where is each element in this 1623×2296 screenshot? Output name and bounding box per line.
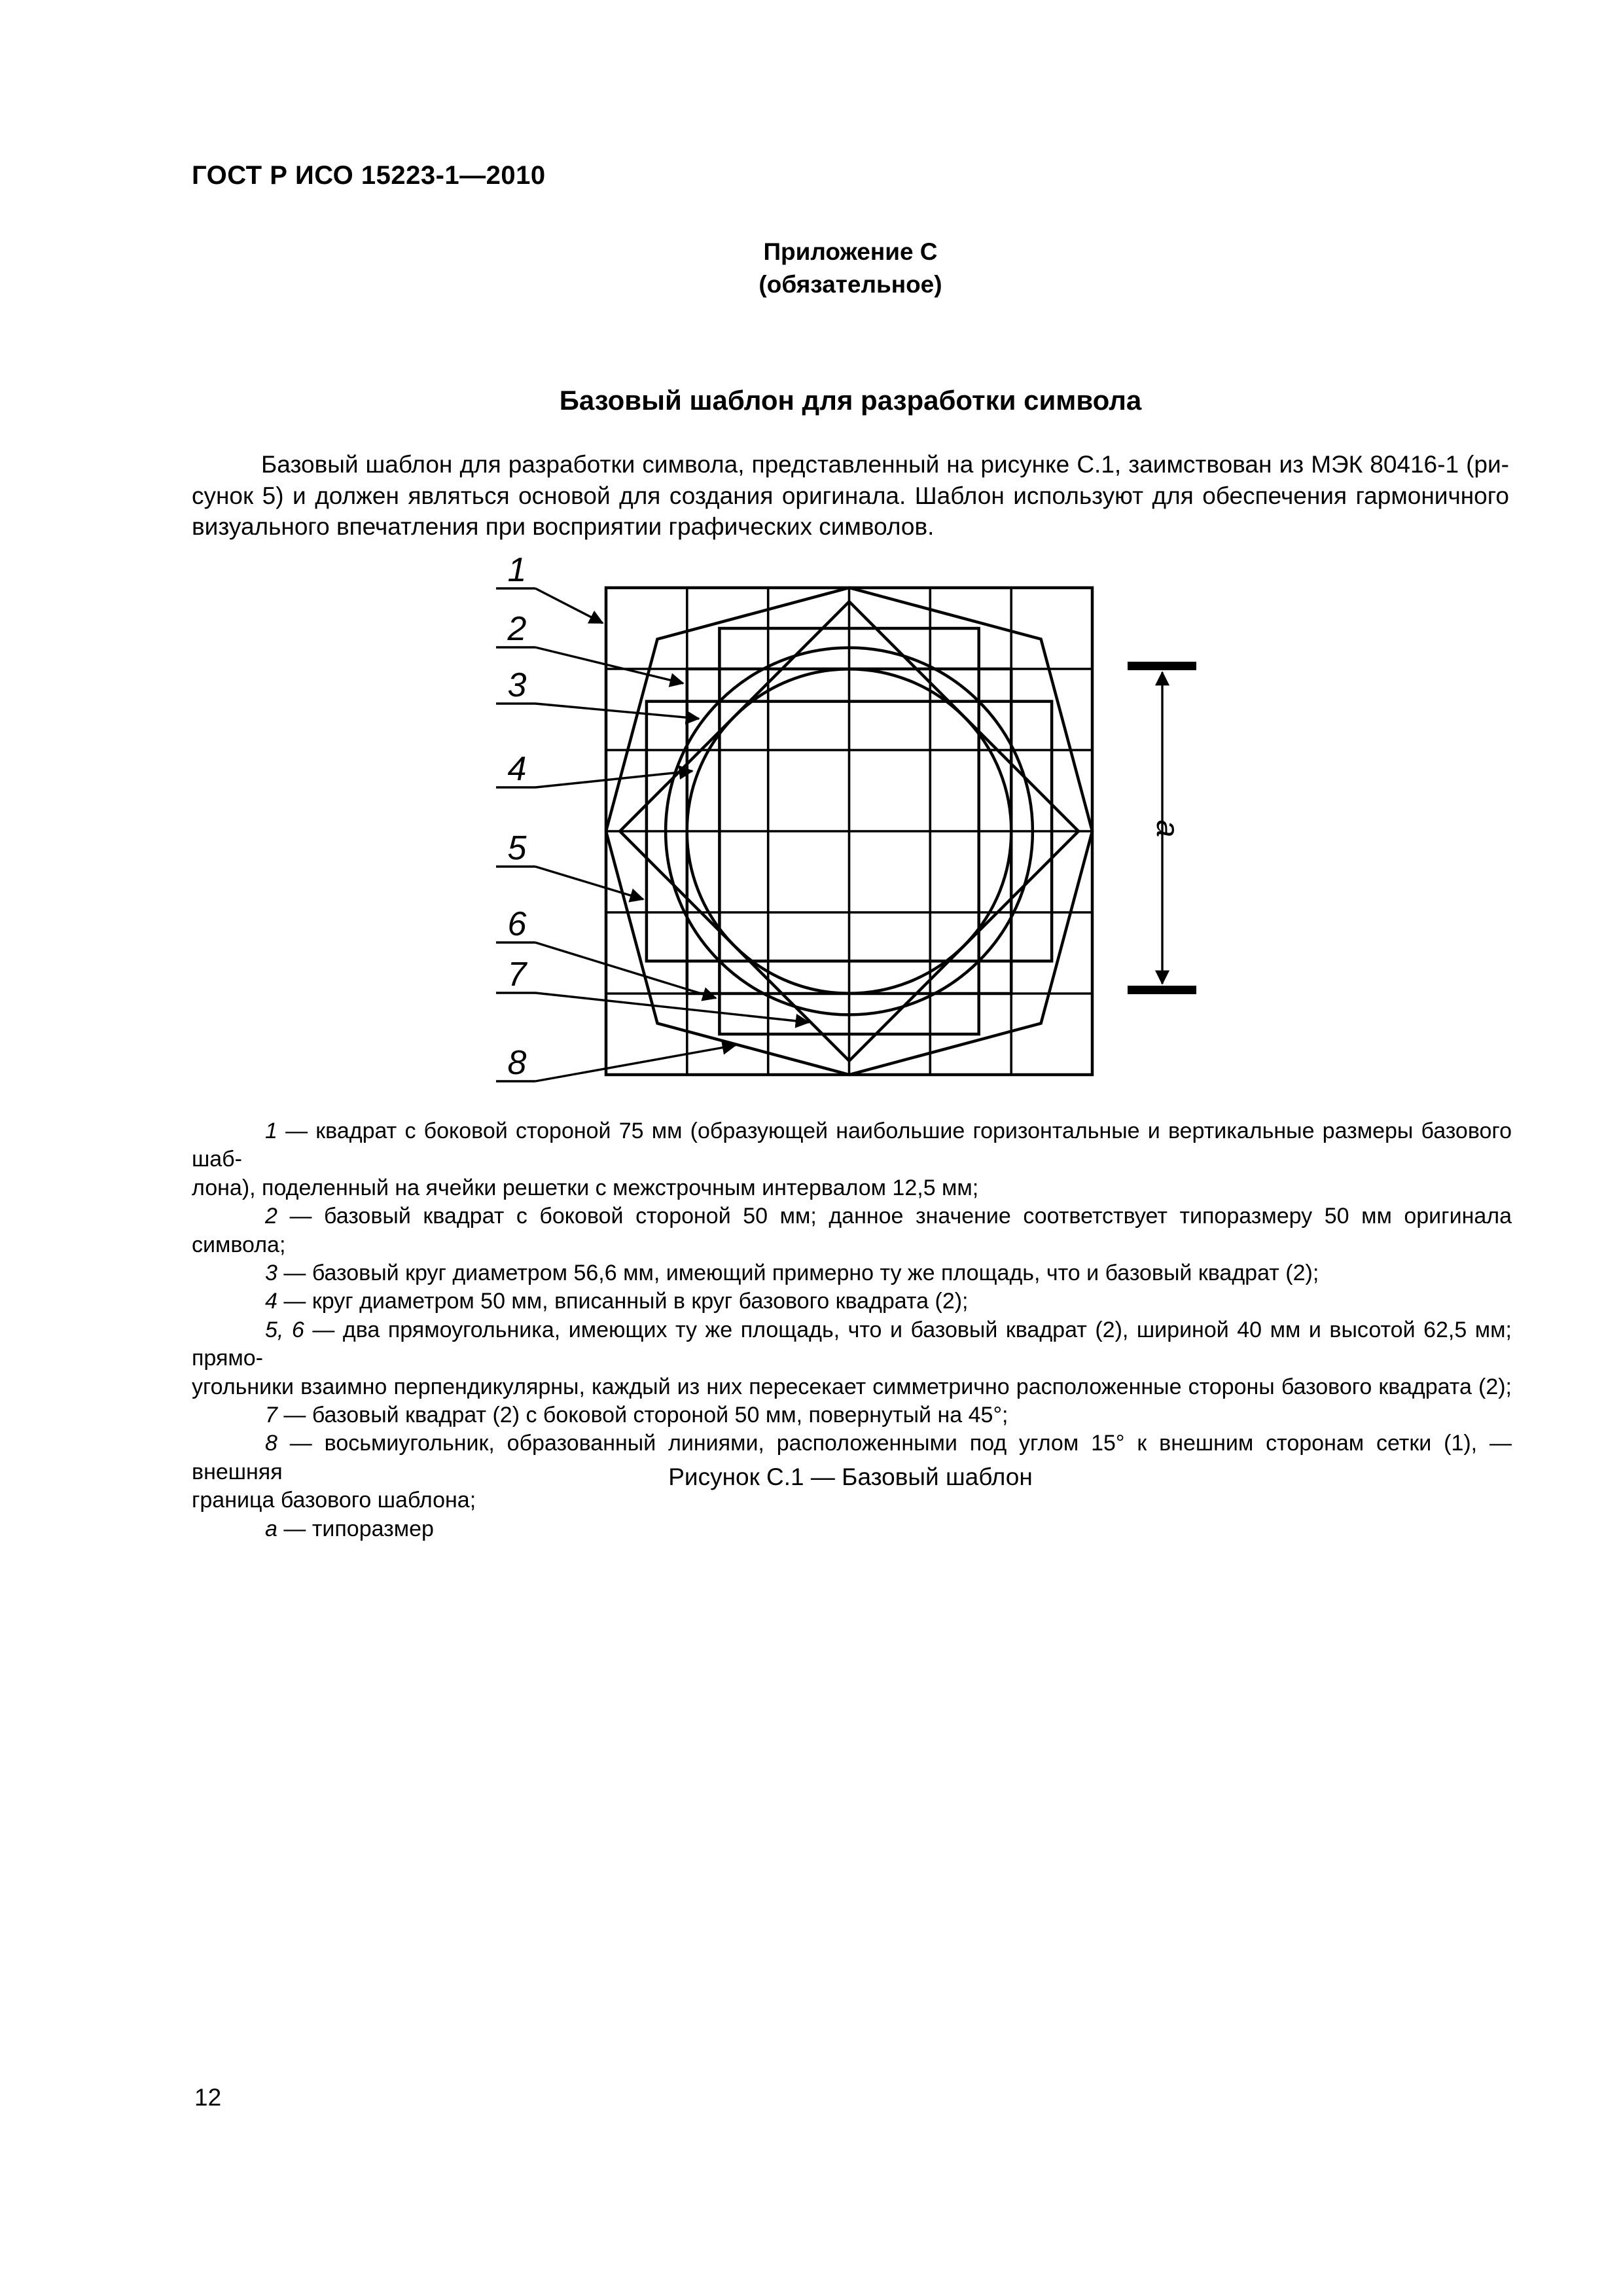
- body-paragraph: [192, 449, 1509, 543]
- legend-line: [192, 1202, 1512, 1259]
- dimension-bar-top: [1128, 662, 1196, 670]
- legend-text: угольники взаимно перпендикулярны, каждый из них пересекает симметрично расположенные стороны базового квадрата (2);: [192, 1374, 1512, 1399]
- legend-number: 7: [265, 1403, 277, 1428]
- legend-text: — типоразмер: [277, 1516, 434, 1541]
- paragraph-line: визуального впечатления при восприятии графических символов.: [192, 513, 935, 540]
- callout-leader: [535, 647, 683, 683]
- paragraph-line: Базовый шаблон для разработки символа, представленный на рисунке С.1, заимствован из МЭК 80416-1 (ри-: [261, 451, 1509, 478]
- legend-line: [192, 1515, 1512, 1543]
- legend-text: — базовый квадрат (2) с боковой стороной 50 мм, повернутый на 45°;: [277, 1403, 1008, 1428]
- legend-text: граница базового шаблона;: [192, 1488, 476, 1513]
- legend-number: а: [265, 1516, 277, 1541]
- legend-line: [192, 1373, 1512, 1401]
- callout-leader: [535, 771, 692, 787]
- dimension-bar-bottom: [1128, 986, 1196, 994]
- standard-number-header: ГОСТ Р ИСО 15223-1—2010: [192, 161, 546, 190]
- dimension-label: a: [1150, 819, 1185, 838]
- callout-leader: [535, 867, 643, 899]
- callout-number: 7: [507, 956, 527, 994]
- callout-8: [496, 1044, 736, 1082]
- legend-number: 5, 6: [265, 1317, 304, 1342]
- annex-title: Приложение С: [763, 238, 938, 265]
- legend-number: 4: [265, 1289, 277, 1314]
- legend-number: 2: [265, 1204, 277, 1229]
- legend-line: [192, 1401, 1512, 1429]
- callout-number: 5: [507, 829, 527, 867]
- callout-leader: [535, 942, 716, 998]
- legend-line: [192, 1117, 1512, 1174]
- legend-text: — базовый круг диаметром 56,6 мм, имеющий примерно ту же площадь, что и базовый квадрат (2);: [277, 1261, 1319, 1286]
- legend-line: [192, 1316, 1512, 1373]
- legend-text: лона), поделенный на ячейки решетки с межстрочным интервалом 12,5 мм;: [192, 1175, 979, 1200]
- callout-7: [496, 956, 809, 1022]
- legend-line: [192, 1174, 1512, 1202]
- legend-number: 3: [265, 1261, 277, 1286]
- legend-text: — восьмиугольник, образованный линиями, расположенными под углом 15° к внешним сторонам сетки (1), — внешняя: [192, 1431, 1512, 1484]
- legend-text: — круг диаметром 50 мм, вписанный в круг базового квадрата (2);: [277, 1289, 969, 1314]
- callout-number: 3: [507, 666, 527, 704]
- section-title: Базовый шаблон для разработки символа: [559, 385, 1142, 416]
- callout-leader: [535, 704, 699, 719]
- legend-number: 8: [265, 1431, 277, 1456]
- legend-line: [192, 1287, 1512, 1316]
- legend-text: — базовый квадрат с боковой стороной 50 мм; данное значение соответствует типоразмеру 50 мм оригинала символа;: [192, 1204, 1512, 1257]
- annex-heading: [192, 236, 1509, 301]
- grid-lines: [606, 588, 1092, 1075]
- figure-caption: Рисунок С.1 — Базовый шаблон: [668, 1463, 1033, 1490]
- callout-number: 6: [507, 905, 527, 943]
- legend-text: — квадрат с боковой стороной 75 мм (образующей наибольшие горизонтальные и вертикальные размеры базового шаб-: [192, 1119, 1512, 1172]
- callout-number: 4: [507, 750, 527, 788]
- callout-number: 2: [507, 610, 527, 648]
- legend-text: — два прямоугольника, имеющих ту же площадь, что и базовый квадрат (2), шириной 40 мм и высотой 62,5 мм; прямо-: [192, 1317, 1512, 1371]
- annex-subtitle: (обязательное): [758, 271, 942, 298]
- callout-leader: [535, 588, 603, 623]
- callout-number: 8: [507, 1044, 527, 1082]
- figure-basic-template: [458, 550, 1243, 1119]
- callout-3: [496, 666, 699, 719]
- legend-number: 1: [265, 1119, 277, 1143]
- callout-4: [496, 750, 692, 788]
- dimension-a: [1128, 662, 1196, 994]
- page-number: 12: [194, 2084, 222, 2111]
- callout-number: 1: [507, 551, 527, 589]
- figure-grid: [606, 588, 1092, 1075]
- legend-line: [192, 1259, 1512, 1287]
- paragraph-line: сунок 5) и должен являться основой для создания оригинала. Шаблон используют для обеспечения гармоничного: [192, 482, 1509, 509]
